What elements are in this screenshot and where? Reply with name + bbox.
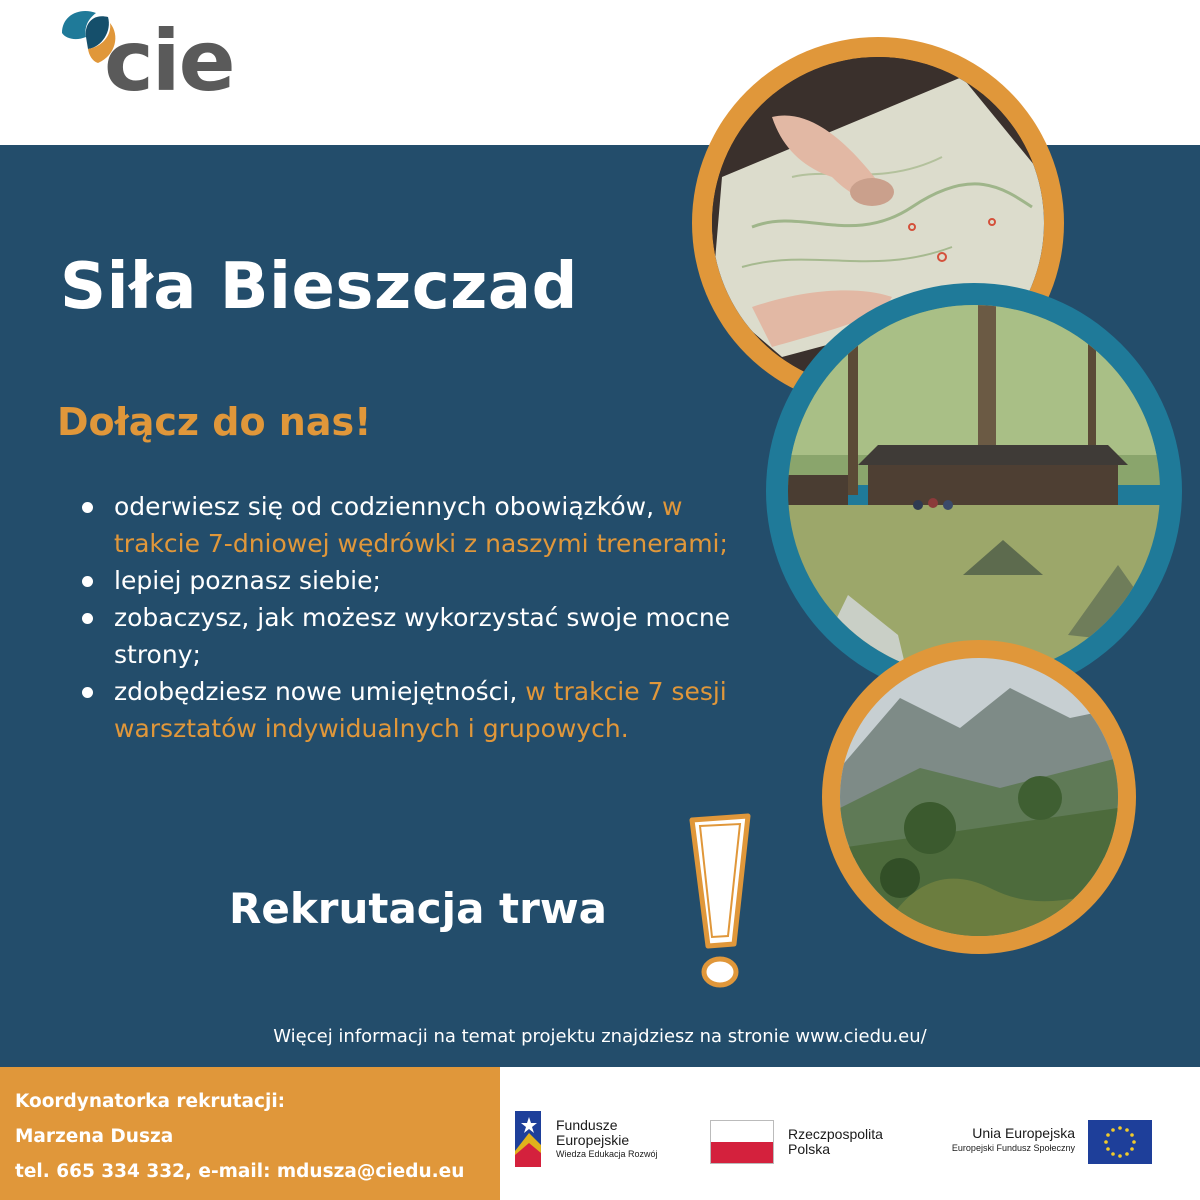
bullet-text: zdobędziesz nowe umiejętności, [114, 677, 518, 706]
info-text: Więcej informacji na temat projektu znajdziesz na stronie www.ciedu.eu/ [273, 1026, 927, 1047]
bullet-text: lepiej poznasz siebie; [114, 566, 381, 595]
bullet-icon [82, 502, 93, 513]
eu-flag-icon [1088, 1120, 1152, 1164]
bullet-highlight: w trakcie 7 sesji warsztatów indywidualnych i grupowych. [114, 677, 727, 743]
rzeczpospolita-text: Rzeczpospolita Polska [788, 1126, 883, 1157]
eu-text: Unia Europejska Europejski Fundusz Społeczny [951, 1125, 1075, 1153]
bullet-text: zobaczysz, jak możesz wykorzystać swoje mocne strony; [114, 603, 731, 669]
polish-flag-icon [710, 1120, 774, 1164]
list-item [82, 488, 762, 562]
contact-box [0, 1067, 500, 1200]
list-item [82, 599, 762, 673]
bullet-highlight: w trakcie 7-dniowej wędrówki z naszymi trenerami; [114, 492, 728, 558]
recruitment-cta: Rekrutacja trwa [229, 884, 607, 933]
fundusze-europejskie-text: Fundusze Europejskie Wiedza Edukacja Rozwój [556, 1117, 658, 1159]
bullet-text: oderwiesz się od codziennych obowiązków, [114, 492, 655, 521]
subtitle: Dołącz do nas! [57, 400, 372, 444]
contact-details[interactable]: tel. 665 334 332, e-mail: mdusza@ciedu.eu [15, 1161, 465, 1182]
contact-name: Marzena Dusza [15, 1126, 174, 1147]
page-title: Siła Bieszczad [60, 250, 578, 324]
fundusze-europejskie-icon [513, 1111, 543, 1167]
bullet-icon [82, 687, 93, 698]
cie-logo[interactable] [58, 5, 258, 130]
bullet-icon [82, 613, 93, 624]
contact-label: Koordynatorka rekrutacji: [15, 1091, 286, 1112]
exclamation-icon [670, 812, 770, 992]
logo-text: cie [104, 12, 234, 110]
bullet-icon [82, 576, 93, 587]
campsite-photo [766, 283, 1182, 699]
benefits-list [82, 488, 762, 747]
list-item [82, 673, 762, 747]
list-item [82, 562, 762, 599]
mountains-photo [822, 640, 1136, 954]
